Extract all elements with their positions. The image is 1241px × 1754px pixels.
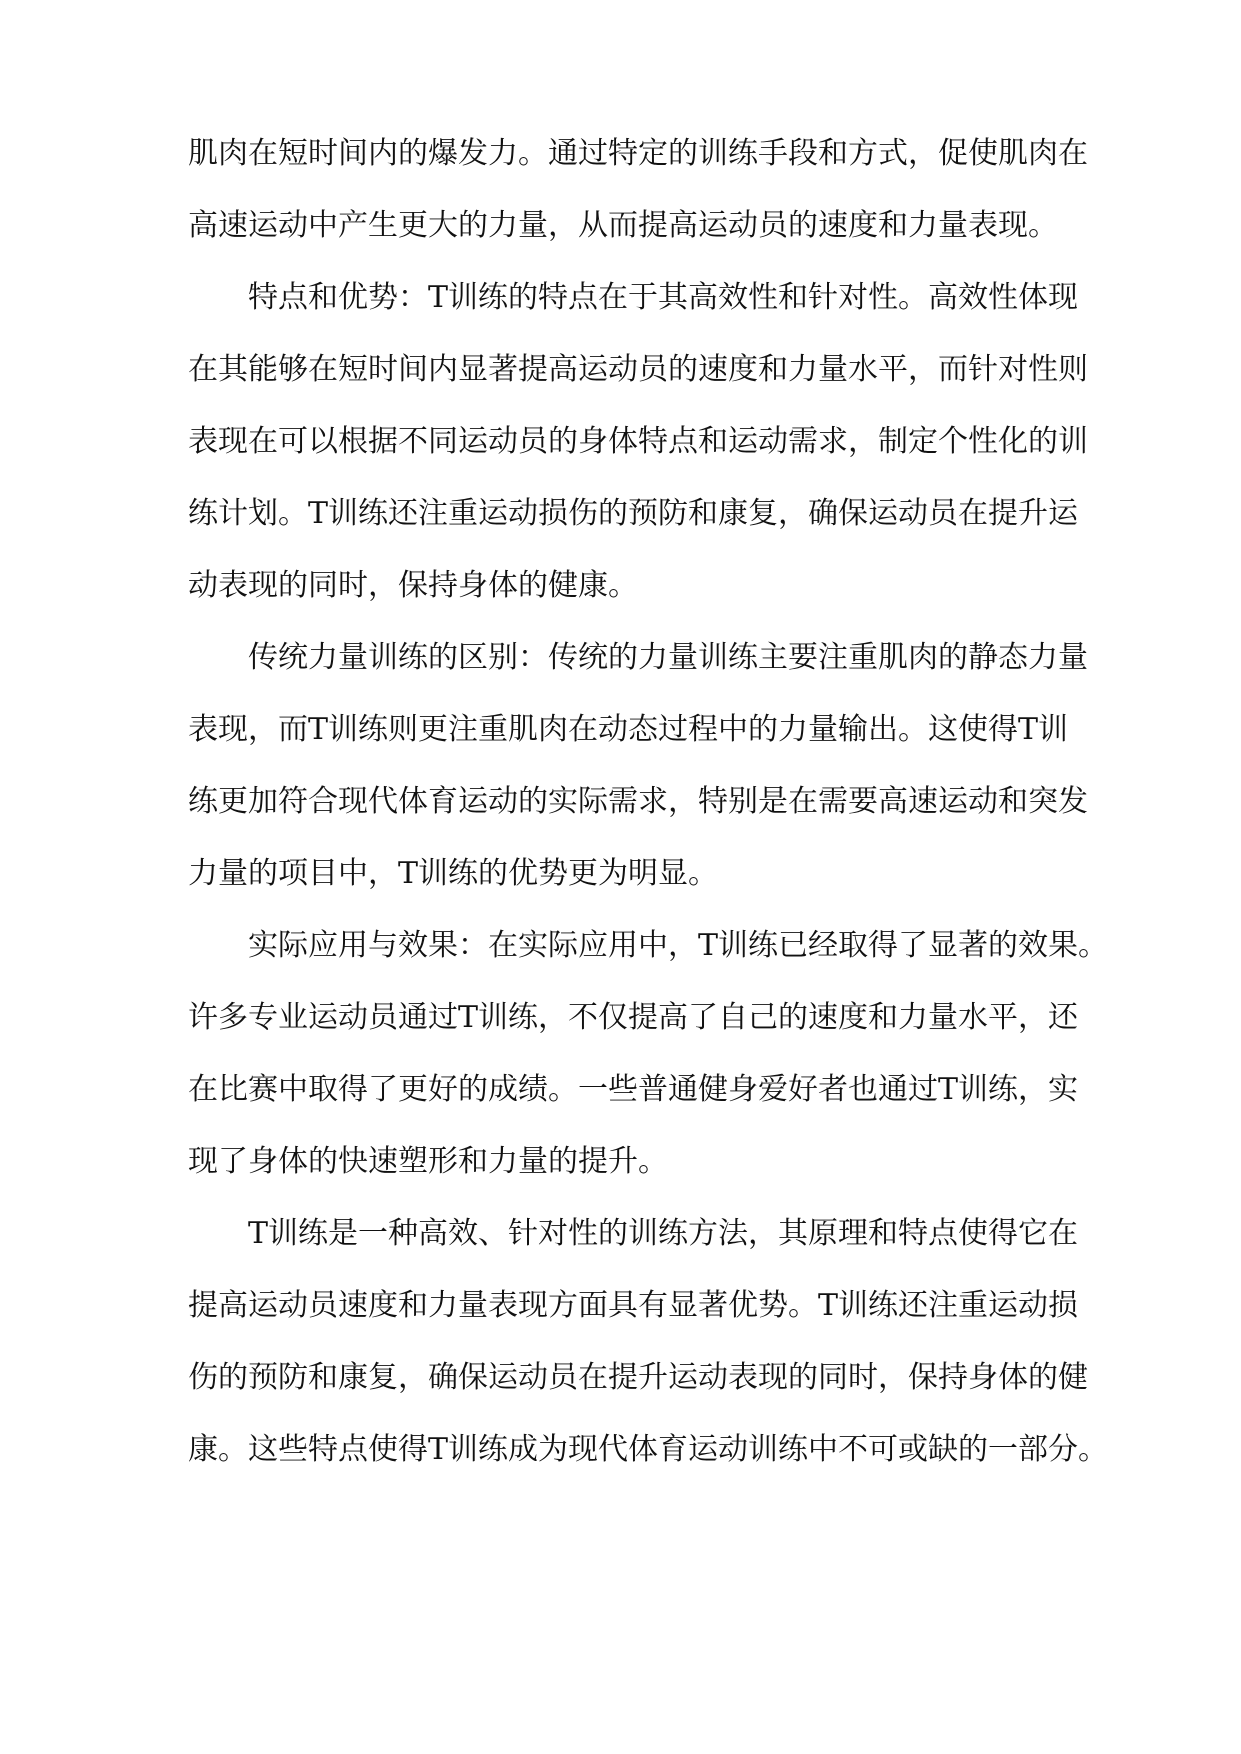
text-line: 表现在可以根据不同运动员的身体特点和运动需求，制定个性化的训: [188, 424, 1088, 459]
paragraph-first-line: 实际应用与效果：在实际应用中，T训练已经取得了显著的效果。: [248, 928, 1109, 963]
text-line: 动表现的同时，保持身体的健康。: [188, 568, 638, 603]
text-line: 现了身体的快速塑形和力量的提升。: [188, 1144, 668, 1179]
text-line: 肌肉在短时间内的爆发力。通过特定的训练手段和方式，促使肌肉在: [188, 136, 1088, 171]
text-line: 高速运动中产生更大的力量，从而提高运动员的速度和力量表现。: [188, 208, 1058, 243]
text-line: 表现，而T训练则更注重肌肉在动态过程中的力量输出。这使得T训: [188, 712, 1069, 747]
paragraph-first-line: T训练是一种高效、针对性的训练方法，其原理和特点使得它在: [248, 1216, 1079, 1251]
text-line: 在比赛中取得了更好的成绩。一些普通健身爱好者也通过T训练，实: [188, 1072, 1079, 1107]
text-line: 康。这些特点使得T训练成为现代体育运动训练中不可或缺的一部分。: [188, 1432, 1109, 1467]
paragraph-first-line: 特点和优势：T训练的特点在于其高效性和针对性。高效性体现: [248, 280, 1079, 315]
paragraph-first-line: 传统力量训练的区别：传统的力量训练主要注重肌肉的静态力量: [248, 640, 1088, 675]
text-line: 练计划。T训练还注重运动损伤的预防和康复，确保运动员在提升运: [188, 496, 1079, 531]
text-line: 练更加符合现代体育运动的实际需求，特别是在需要高速运动和突发: [188, 784, 1088, 819]
text-line: 许多专业运动员通过T训练，不仅提高了自己的速度和力量水平，还: [188, 1000, 1079, 1035]
text-line: 伤的预防和康复，确保运动员在提升运动表现的同时，保持身体的健: [188, 1360, 1088, 1395]
text-line: 力量的项目中，T训练的优势更为明显。: [188, 856, 719, 891]
text-line: 提高运动员速度和力量表现方面具有显著优势。T训练还注重运动损: [188, 1288, 1079, 1323]
text-line: 在其能够在短时间内显著提高运动员的速度和力量水平，而针对性则: [188, 352, 1088, 387]
